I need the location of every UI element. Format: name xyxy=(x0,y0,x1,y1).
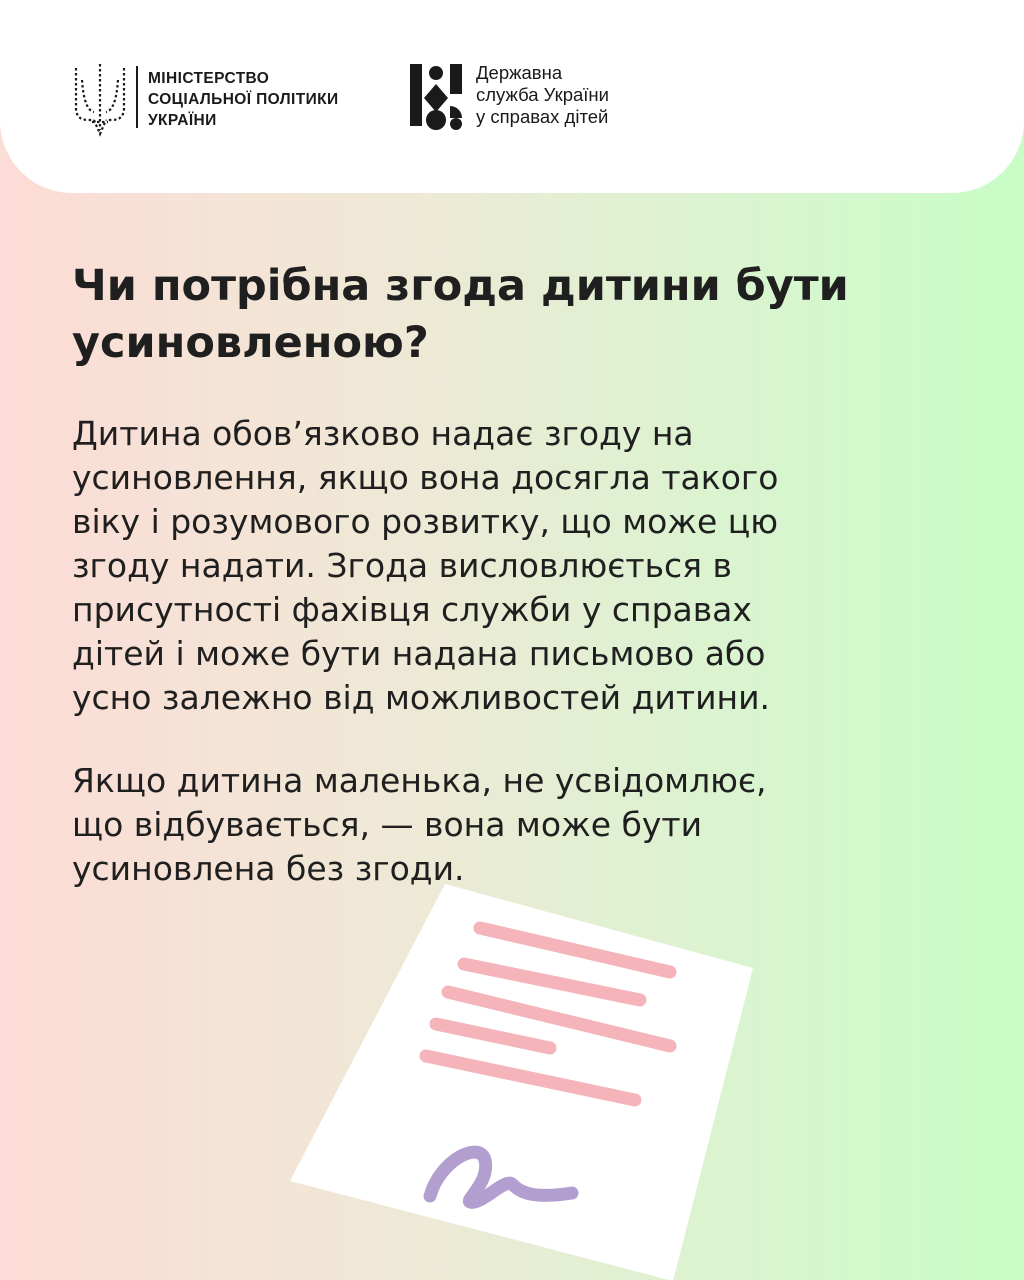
service-logo-mark xyxy=(410,62,464,132)
ministry-name xyxy=(148,68,378,131)
header-bar xyxy=(0,0,1024,193)
paragraph-line: Якщо дитина маленька, не усвідомлює, xyxy=(72,761,767,800)
logo-divider xyxy=(136,66,138,128)
service-name-line: служба України xyxy=(476,84,609,105)
children-service-logo xyxy=(410,62,670,134)
ministry-name-line: УКРАЇНИ xyxy=(148,112,217,129)
paragraph-line: усно залежно від можливостей дитини. xyxy=(72,678,771,717)
paragraph-line: дітей і може бути надана письмово або xyxy=(72,634,766,673)
paragraph-line: що відбувається, — вона може бути xyxy=(72,805,703,844)
paragraph-consent xyxy=(72,412,972,720)
ministry-name-line: СОЦІАЛЬНОЇ ПОЛІТИКИ xyxy=(148,91,339,108)
document-illustration xyxy=(280,860,800,1280)
ministry-logo xyxy=(72,60,372,140)
paragraph-line: усиновлення, якщо вона досягла такого xyxy=(72,458,779,497)
service-name-line: Державна xyxy=(476,62,563,83)
paragraph-line: Дитина обов’язково надає згоду на xyxy=(72,414,694,453)
trident-icon xyxy=(72,60,128,138)
title-line: Чи потрібна згода дитини бути xyxy=(72,261,849,311)
paragraph-line: згоду надати. Згода висловлюється в xyxy=(72,546,732,585)
page-title xyxy=(72,258,952,372)
service-name xyxy=(476,62,676,128)
paragraph-line: віку і розумового розвитку, що може цю xyxy=(72,502,779,541)
ministry-name-line: МІНІСТЕРСТВО xyxy=(148,70,270,87)
service-name-line: у справах дітей xyxy=(476,106,609,127)
title-line: усиновленою? xyxy=(72,318,429,368)
paragraph-line: усиновлена без згоди. xyxy=(72,849,465,888)
paragraph-line: присутності фахівця служби у справах xyxy=(72,590,752,629)
